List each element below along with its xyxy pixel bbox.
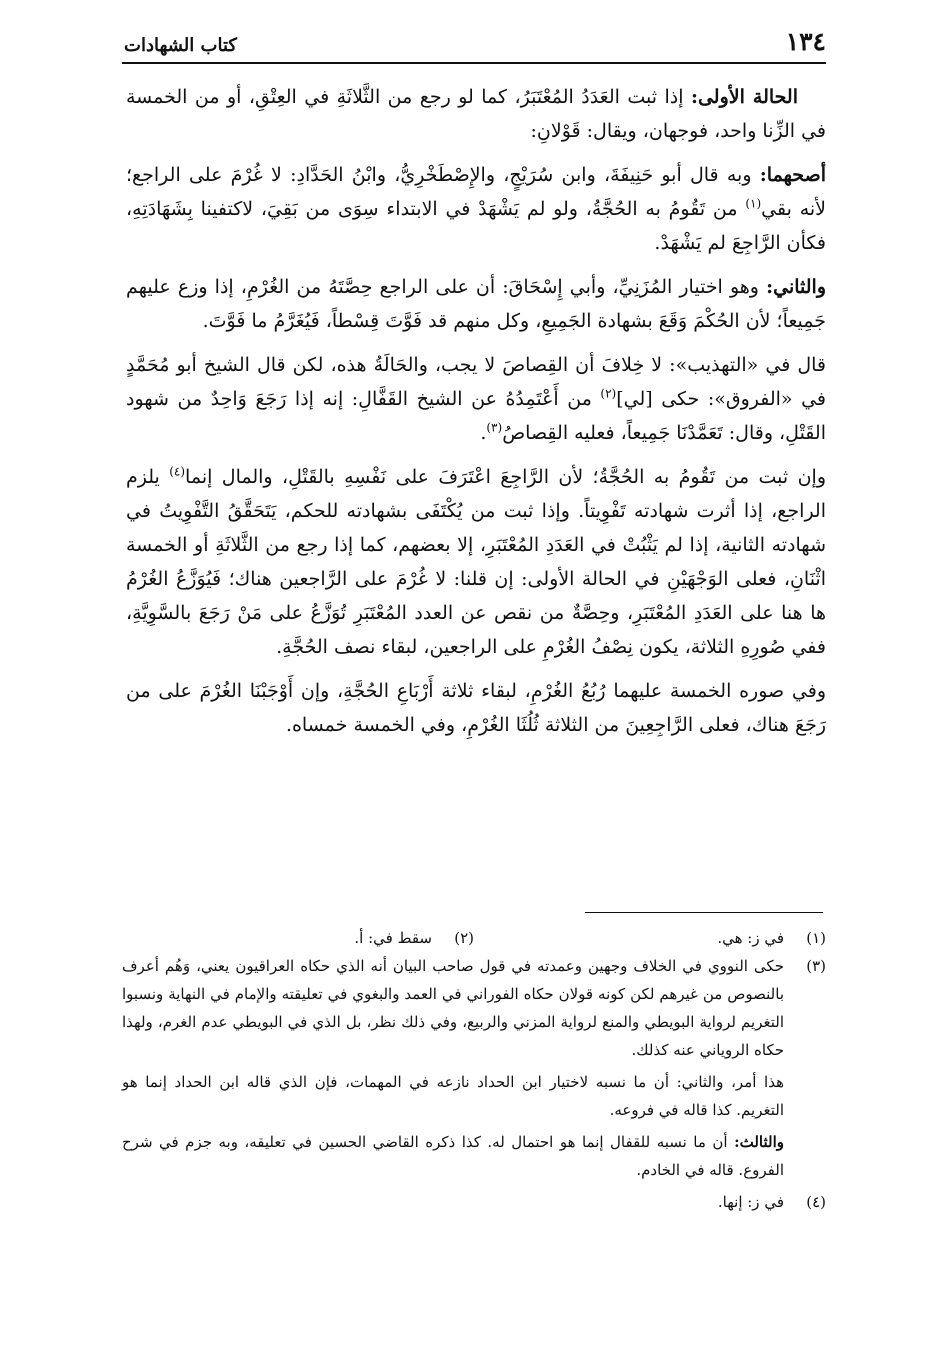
paragraph-text: وهو اختيار المُزَنِيِّ، وأبي إِسْحَاقَ: أن على الراجع حِصَّتَهُ من الغُرْمِ، إذا وزع عليهم جَمِيعاً؛ لأن الحُكْمَ وَقَعَ بشهادة الجَمِيعِ، وكل منهم قد فَوَّتَ قِسْطاً، فَيُغَرَّمُ ما فَوَّتَ. (126, 276, 826, 332)
paragraph-6 (126, 674, 826, 742)
footnote-text: سقط في: أ. (354, 929, 432, 947)
footnote-text: هذا أمر، والثاني: أن ما نسبه لاختيار ابن الحداد نازعه في المهمات، فإن الذي قاله ابن الحداد إنما هو التغريم. كذا قاله في فروعه. (122, 1073, 784, 1119)
paragraph-text: وفي صوره الخمسة عليهما رُبُعُ الغُرْمِ، لبقاء ثلاثة أَرْبَاعِ الحُجَّةِ، وإن أَوْجَبْنَا الغُرْمَ على من رَجَعَ هناك، فعلى الرَّاجِعِينَ من الثلاثة ثُلُثَا الغُرْمِ، وفي الخمسة خمساه. (126, 680, 826, 736)
main-text (126, 80, 826, 752)
footnote-row-1-2 (122, 924, 826, 952)
footnote-2 (122, 924, 474, 952)
paragraph-text: وبه قال أبو حَنِيفَةَ، وابن سُرَيْجٍ، والإِصْطَخْرِيُّ، وابْنُ الحَدَّادِ: لا غُرْمَ على الراجع؛ لأنه بقي (126, 164, 827, 220)
footnote-ref: (٤) (169, 464, 186, 479)
paragraph-text: وإن ثبت من تَقُومُ به الحُجَّةُ؛ لأن الرَّاجِعَ اعْتَرَفَ على نَفْسِهِ بالقَتْلِ، والمال إنما (185, 466, 826, 488)
paragraph-text: من تَقُومُ به الحُجَّةُ، ولو لم يَشْهَدْ في الابتداء سِوَى من بَقِيَ، لاكتفينا بِشَهَادَتِهِ، فكأن الرَّاجِعَ لم يَشْهَدْ. (126, 198, 826, 254)
running-title: كتاب الشهادات (124, 35, 237, 56)
footnote-number: (١) (806, 929, 826, 947)
footnote-4 (122, 1188, 826, 1216)
paragraph-lead: والثاني: (766, 276, 826, 298)
footnote-text: في ز: إنها. (717, 1193, 784, 1211)
page-header (124, 26, 826, 56)
paragraph-lead: الحالة الأولى: (690, 86, 798, 108)
footnote-lead: والثالث: (734, 1133, 784, 1151)
paragraph-text: . (480, 422, 487, 444)
footnote-3 (122, 952, 826, 1184)
footnote-ref: (٣) (486, 420, 503, 435)
footnote-text: في ز: هي. (717, 929, 784, 947)
footnote-subparagraph (122, 1128, 784, 1184)
paragraph-text: قال في «التهذيب»: لا خِلافَ أن القِصاصَ لا يجب، والحَالَةُ هذه، لكن قال الشيخ أبو مُحَمَّدٍ في «الفروق»: حكى [لي] (126, 354, 826, 410)
footnote-ref: (٢) (600, 386, 617, 401)
paragraph-lead: أصحهما: (759, 164, 826, 186)
page-number: ١٣٤ (785, 27, 826, 56)
footnotes (122, 924, 826, 1220)
paragraph-text: يلزم الراجع، إذا أثرت شهادته تَفْوِيتاً. وإذا ثبت من يُكْتَفَى بشهادته للحكم، يَتَحَقَّقُ التَّفْوِيتُ في شهادته الثانية، إذا لم يَثْبُتْ في العَدَدِ المُعْتَبَرِ، إلا بعضهم، كما إذا رجع من الثَّلاثَةِ أو الخمسة اثْنَانِ، فعلى الوَجْهَيْنِ في الحالة الأولى: إن قلنا: لا غُرْمَ على الرَّاجعين هناك؛ فَيُوَزَّعُ الغُرْمُ ها هنا على العَدَدِ المُعْتَبَرِ، وحِصَّةٌ من نقص عن العدد المُعْتَبَرِ تُوَزَّعُ على مَنْ رَجَعَ بالسَّوِيَّةِ، ففي صُورِهِ الثلاثة، يكون نِصْفُ الغُرْمِ على الراجعين، لبقاء نصف الحُجَّةِ. (126, 466, 826, 658)
footnote-1 (474, 924, 826, 952)
footnote-rule (585, 912, 823, 913)
paragraph-2 (126, 158, 826, 260)
paragraph-4 (126, 348, 826, 450)
paragraph-5 (126, 460, 826, 664)
paragraph-3 (126, 270, 826, 338)
paragraph-text: من أَعْتَمِدُهُ عن الشيخ القَفَّالِ: إنه إذا رَجَعَ وَاحِدٌ من شهود القَتْلِ، وقال: تَعَمَّدْنَا جَمِيعاً، فعليه القِصاصُ (126, 388, 826, 444)
footnote-text: أن ما نسبه للقفال إنما هو احتمال له. كذا ذكره القاضي الحسين في تعليقه، وبه جزم في شرح الفروع. قاله في الخادم. (122, 1133, 784, 1179)
header-rule (122, 62, 826, 64)
footnote-ref: (١) (745, 196, 762, 211)
footnote-number: (٣) (806, 957, 826, 975)
footnote-text: حكى النووي في الخلاف وجهين وعمدته في قول صاحب البيان أنه الذي حكاه العراقيون يعني، وَهُم أعرف بالنصوص من غيرهم لكن كونه قولان حكاه الفوراني في العمد والبغوي في تعليقته والإمام في النهاية ونسبوا التغريم لرواية البويطي والمنع لرواية المزني والربيع، وفي ذلك نظر، بل الذي في البويطي عدم الغرم، ولهذا حكاه الروياني عنه كذلك. (122, 957, 784, 1059)
footnote-number: (٢) (454, 929, 474, 947)
paragraph-1 (126, 80, 826, 148)
footnote-number: (٤) (806, 1193, 826, 1211)
paragraph-text: إذا ثبت العَدَدُ المُعْتَبَرُ، كما لو رجع من الثَّلاثَةِ في العِتْقِ، أو من الخمسة في الزِّنا واحد، فوجهان، ويقال: قَوْلانِ: (126, 86, 826, 142)
